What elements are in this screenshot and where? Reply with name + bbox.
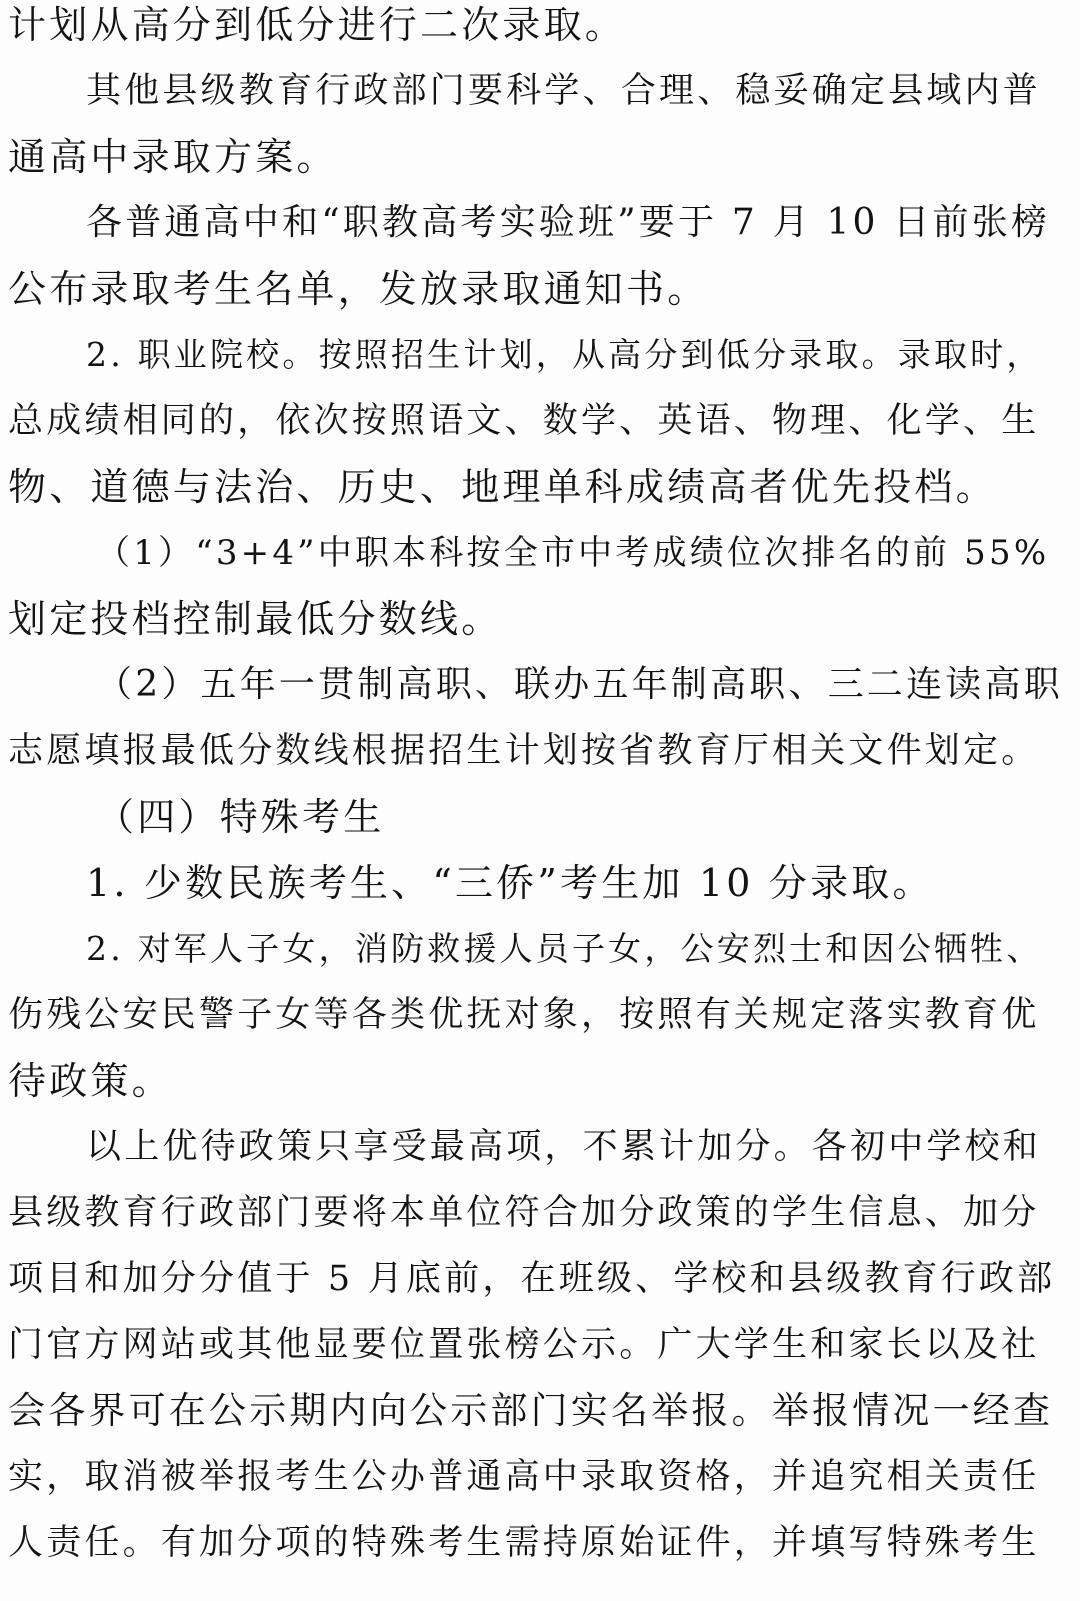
text-line: 物、道德与法治、历史、地理单科成绩高者优先投档。 — [8, 465, 997, 509]
text-line: 项目和加分分值于 5 月底前，在班级、学校和县级教育行政部 — [8, 1259, 1056, 1299]
text-line: 1. 少数民族考生、“三侨”考生加 10 分录取。 — [86, 861, 934, 905]
text-line: （1）“3+4”中职本科按全市中考成绩位次排名的前 55% — [96, 533, 1050, 573]
text-line: 2. 职业院校。按照招生计划，从高分到低分录取。录取时， — [86, 335, 1043, 374]
text-line: 计划从高分到低分进行二次录取。 — [8, 3, 627, 47]
text-line: 门官方网站或其他显要位置张榜公示。广大学生和家长以及社 — [8, 1325, 1040, 1365]
text-line: 以上优待政策只享受最高项，不累计加分。各初中学校和 — [86, 1127, 1042, 1167]
text-line: 划定投档控制最低分数线。 — [8, 597, 503, 641]
text-line: 2. 对军人子女，消防救援人员子女，公安烈士和因公牺牲、 — [86, 929, 1043, 968]
text-line: 伤残公安民警子女等各类优抚对象，按照有关规定落实教育优 — [8, 995, 1040, 1035]
section-heading: （四）特殊考生 — [96, 795, 385, 839]
text-line: 其他县级教育行政部门要科学、合理、稳妥确定县域内普 — [86, 71, 1042, 111]
text-line: 通高中录取方案。 — [8, 135, 338, 179]
text-line: 各普通高中和“职教高考实验班”要于 7 月 10 日前张榜 — [86, 202, 1051, 243]
text-line: 县级教育行政部门要将本单位符合加分政策的学生信息、加分 — [8, 1193, 1040, 1233]
text-line: 总成绩相同的，依次按照语文、数学、英语、物理、化学、生 — [8, 401, 1040, 441]
text-line: 人责任。有加分项的特殊考生需持原始证件，并填写特殊考生 — [8, 1523, 1040, 1563]
text-line: 待政策。 — [8, 1059, 173, 1103]
text-line: 实，取消被举报考生公办普通高中录取资格，并追究相关责任 — [8, 1457, 1040, 1497]
text-line: （2）五年一贯制高职、联办五年制高职、三二连读高职 — [96, 664, 1063, 705]
text-line: 公布录取考生名单，发放录取通知书。 — [8, 267, 709, 311]
text-line: 志愿填报最低分数线根据招生计划按省教育厅相关文件划定。 — [8, 731, 1040, 771]
text-line: 会各界可在公示期内向公示部门实名举报。举报情况一经查 — [8, 1389, 1054, 1432]
